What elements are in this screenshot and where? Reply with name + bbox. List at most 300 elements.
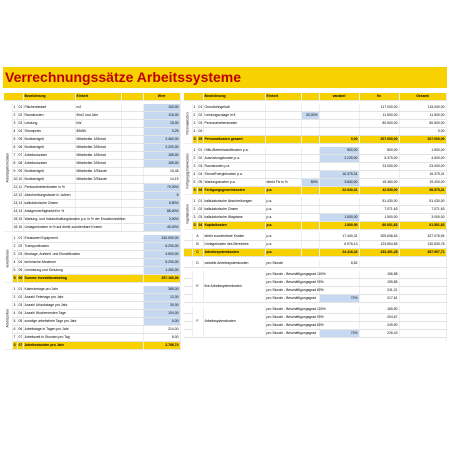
row-number: S: [192, 136, 197, 144]
value-cell[interactable]: 15,00: [143, 120, 180, 128]
table-row: [4, 208, 180, 216]
row-code: 07: [17, 152, 23, 160]
fix-cell: [359, 171, 399, 179]
table-row: [184, 155, 446, 163]
value-cell[interactable]: 155,00: [143, 160, 180, 168]
row-note: [301, 136, 319, 144]
rate-percent: [319, 279, 359, 287]
group-label: Kapitalkosten: [184, 198, 192, 230]
value-cell[interactable]: 365,00: [143, 286, 180, 294]
row-number: 1: [192, 147, 197, 155]
group-label: Personalkosten: [184, 104, 192, 144]
header-cell: [121, 93, 143, 101]
row-code: 14: [17, 208, 23, 216]
row-note: [121, 136, 143, 144]
table-row: [4, 243, 180, 251]
row-label: Personalkosten gesamt: [203, 136, 265, 144]
row-label: Umlagenkosten in % auf direkt zuordenbare Kosten: [23, 224, 75, 232]
row-label: Wartung- und Instandhaltungskosten p.a. in % der Ersatzinvestition: [23, 216, 75, 224]
fix-cell: 51.430,00: [359, 198, 399, 206]
row-code: 15: [17, 216, 23, 224]
row-number: 2: [192, 155, 197, 163]
row-number: 14: [12, 208, 17, 216]
fix-cell: 80.500,00: [359, 120, 399, 128]
total-cell: 61.501,63: [399, 222, 446, 230]
row-label: fixe Arbeitssystemkosten: [203, 271, 265, 303]
variable-cell: [319, 128, 359, 136]
fix-cell: 42.535,00: [359, 187, 399, 195]
variable-cell: 6.976,13: [319, 241, 359, 249]
value-cell[interactable]: 2.200,00: [143, 144, 180, 152]
value-cell[interactable]: 5.200,00: [143, 259, 180, 267]
table-row: [4, 104, 180, 112]
row-code: 06: [17, 326, 23, 334]
row-note: [301, 187, 319, 195]
row-number: S: [12, 342, 17, 350]
row-code: 01: [17, 104, 23, 112]
table-row: [4, 294, 180, 302]
row-note[interactable]: 80%: [301, 179, 319, 187]
fix-cell: 1.500,00: [359, 214, 399, 222]
fix-cell: 207.000,00: [359, 136, 399, 144]
row-label: Raumkosten: [23, 112, 75, 120]
row-unit: p.a.: [265, 249, 301, 257]
rate-label: pro Stunde - Beschäftigungsgrad 100%: [265, 306, 319, 314]
row-unit: [265, 171, 301, 179]
spacer-cell: [399, 295, 446, 303]
table-row: [4, 334, 180, 342]
row-code: 05: [17, 136, 23, 144]
spacer-cell: [184, 306, 192, 314]
variable-cell[interactable]: 2.225,00: [319, 155, 359, 163]
row-number: 7: [12, 334, 17, 342]
value-cell[interactable]: 155,00: [143, 152, 180, 160]
rate-row: [184, 271, 446, 279]
row-unit: [265, 163, 301, 171]
row-label: Kapitalkosten: [203, 222, 265, 230]
variable-cell[interactable]: 3.840,00: [319, 179, 359, 187]
row-number: 7: [12, 152, 17, 160]
row-label: Umrüstung und Schulung: [23, 267, 143, 275]
row-code: 02: [17, 112, 23, 120]
row-number: 1: [192, 198, 197, 206]
table-row: [4, 302, 180, 310]
spacer-cell: [184, 287, 192, 295]
row-label: Bruttoentgelt: [23, 136, 75, 144]
row-label: Personalnebenkosten: [203, 120, 265, 128]
value-cell[interactable]: 40,00%: [143, 224, 180, 232]
variable-cell[interactable]: 1.500,00: [319, 214, 359, 222]
row-label: Strompreis: [23, 128, 75, 136]
header-cell: Bezeichnung: [23, 93, 75, 101]
row-number: 1: [12, 286, 17, 294]
value-cell[interactable]: 2.460,00: [143, 136, 180, 144]
value-cell[interactable]: 70,00%: [143, 184, 180, 192]
row-unit: Mitarbeiter 2/Stunde: [75, 176, 121, 184]
value-cell[interactable]: 3,00%: [143, 216, 180, 224]
row-note: [301, 214, 319, 222]
group-label: Investitionen: [4, 235, 12, 283]
table-row: [4, 192, 180, 200]
table-row: [4, 144, 180, 152]
value-cell[interactable]: 85,00%: [143, 208, 180, 216]
fix-cell: 60.001,63: [359, 222, 399, 230]
spacer-cell: [399, 314, 446, 322]
row-label: [203, 128, 265, 136]
row-code: 03: [17, 302, 23, 310]
row-label: Strom/Energiekosten p.a.: [203, 171, 265, 179]
value-cell[interactable]: 30,00: [143, 302, 180, 310]
row-label: Montage, Aufstell- und Einstellkosten: [23, 251, 143, 259]
rate-label: pro Stunde - Beschäftigungsgrad: [265, 330, 319, 338]
total-cell: 0,00: [399, 128, 446, 136]
row-number: 6: [12, 144, 17, 152]
spacer-cell: [399, 287, 446, 295]
row-label: Arbeitsstunden: [23, 152, 75, 160]
row-code: 02: [197, 206, 203, 214]
row-note: [121, 128, 143, 136]
row-unit: Mitarbeiter 1/Monat: [75, 152, 121, 160]
rate-percent: [319, 287, 359, 295]
row-letter: D: [192, 260, 203, 268]
spacer-cell: [184, 241, 192, 249]
row-number: 15: [12, 216, 17, 224]
value-cell[interactable]: 115,00: [143, 112, 180, 120]
row-code: 06: [197, 187, 203, 195]
row-note[interactable]: 30,00%: [301, 112, 319, 120]
table-row: [4, 224, 180, 232]
row-number: 2: [12, 294, 17, 302]
value-cell: 214,00: [143, 326, 180, 334]
row-note: [121, 160, 143, 168]
row-code: 02: [17, 243, 23, 251]
row-unit: Mitarbeiter 2/Monat: [75, 144, 121, 152]
spacer-cell: [184, 233, 192, 241]
table-row: [4, 310, 180, 318]
row-code: 03: [197, 163, 203, 171]
fix-cell: 11.500,00: [359, 112, 399, 120]
row-label: Bruttoentgelt: [23, 176, 75, 184]
row-note: [121, 176, 143, 184]
row-number: 10: [12, 176, 17, 184]
rate-percent[interactable]: 72%: [319, 330, 359, 338]
value-cell[interactable]: 100,00: [143, 104, 180, 112]
row-label: Anzahl Urlaubstage pro Jahr: [23, 302, 143, 310]
row-label: Transportkosten: [23, 243, 143, 251]
rate-row: [184, 260, 446, 268]
row-number: 5: [12, 267, 17, 275]
row-note: [301, 222, 319, 230]
table-row: [4, 128, 180, 136]
row-label: Anlagenverfügbarkeit in %: [23, 208, 75, 216]
spacer-cell: [184, 295, 192, 303]
value-cell[interactable]: 0,25: [143, 128, 180, 136]
value-cell: 14,19: [143, 176, 180, 184]
row-note: [121, 104, 143, 112]
header-row: [184, 93, 446, 101]
row-number: 4: [12, 128, 17, 136]
row-unit: [75, 184, 121, 192]
row-note: [121, 152, 143, 160]
row-code: 10: [17, 176, 23, 184]
row-code: 03: [197, 120, 203, 128]
row-code: 02: [197, 112, 203, 120]
row-letter: B: [192, 241, 203, 249]
rate-value: 8,82: [319, 260, 359, 268]
table-row: [4, 286, 180, 294]
rate-value: 165,50: [359, 306, 399, 314]
row-number: 2: [12, 112, 17, 120]
value-cell[interactable]: 12,00: [143, 294, 180, 302]
value-cell[interactable]: 5: [143, 192, 180, 200]
variable-cell: [319, 206, 359, 214]
row-number: S: [192, 222, 197, 230]
row-label: technische Abnahme: [23, 259, 143, 267]
value-cell[interactable]: 104,00: [143, 310, 180, 318]
row-number: 5: [12, 136, 17, 144]
row-note: [121, 168, 143, 176]
row-code: 06: [17, 275, 23, 283]
table-row: [4, 168, 180, 176]
summary-row: [184, 249, 446, 257]
row-note: [301, 128, 319, 136]
row-note: [121, 208, 143, 216]
row-label: Arbeitstage in Tagen pro Jahr: [23, 326, 143, 334]
row-note: [301, 249, 319, 257]
row-note: [121, 200, 143, 208]
row-code: 05: [17, 318, 23, 326]
row-label: Personalnebenkosten in %: [23, 184, 75, 192]
row-code: 05: [197, 179, 203, 187]
fix-cell: 800,00: [359, 147, 399, 155]
table-row: [4, 251, 180, 259]
spacer-cell: [184, 271, 192, 279]
row-number: 4: [12, 259, 17, 267]
row-note: [301, 241, 319, 249]
row-label: Arbeitsstunden pro Jahr: [23, 342, 143, 350]
row-number: 4: [12, 310, 17, 318]
row-note: [301, 155, 319, 163]
summary-row: [184, 241, 446, 249]
row-number: 12: [12, 192, 17, 200]
rate-value: 241,21: [359, 287, 399, 295]
total-cell: 115.000,00: [399, 104, 446, 112]
row-code: 07: [17, 334, 23, 342]
row-number: 5: [192, 179, 197, 187]
row-unit: p.a.: [265, 187, 301, 195]
summary-row: [184, 233, 446, 241]
header-cell: Bezeichnung: [203, 93, 265, 101]
value-cell[interactable]: 1.260,00: [143, 267, 180, 275]
row-code: 01: [197, 198, 203, 206]
row-label: Ersatzwert Equipment: [23, 235, 143, 243]
page-title: Verrechnungssätze Arbeitssysteme: [5, 69, 242, 85]
left-sheet: [4, 93, 180, 350]
row-code: 08: [17, 160, 23, 168]
variable-cell[interactable]: 16.375,31: [319, 171, 359, 179]
spacer-cell: [184, 338, 446, 342]
table-row: [4, 216, 180, 224]
table-row: [184, 171, 446, 179]
left-table: [4, 93, 181, 350]
spacer-cell: [399, 306, 446, 314]
row-unit: Mitarbeiter 1/Monat: [75, 136, 121, 144]
row-letter: F: [192, 306, 203, 338]
group-label: Fertigungsgemeinkosten: [184, 147, 192, 195]
rate-percent: [319, 322, 359, 330]
table-row: [4, 152, 180, 160]
row-letter: C: [192, 249, 203, 257]
header-cell: variabel: [319, 93, 359, 101]
row-unit: [265, 104, 301, 112]
table-row: [4, 267, 180, 275]
fix-cell: 117.000,00: [359, 104, 399, 112]
row-letter: E: [192, 271, 203, 303]
total-cell: 130.830,78: [399, 241, 446, 249]
row-code: 02: [197, 155, 203, 163]
row-label: Arbeitssystemkosten: [203, 306, 265, 338]
table-row: [4, 176, 180, 184]
total-cell: 23.000,00: [399, 163, 446, 171]
spacer-cell: [184, 260, 192, 268]
header-cell: Gesamt: [399, 93, 446, 101]
variable-cell: [319, 120, 359, 128]
row-code: 09: [17, 168, 23, 176]
row-unit: p.a.: [265, 233, 301, 241]
rate-label: pro Stunde - Beschäftigungsgrad 80%: [265, 287, 319, 295]
row-unit: direkt Fix in %: [265, 179, 301, 187]
spacer-cell: [184, 249, 192, 257]
total-row: [4, 342, 180, 350]
row-unit: pro Stunde: [265, 260, 319, 268]
table-row: [4, 200, 180, 208]
value-cell[interactable]: 5,50%: [143, 200, 180, 208]
row-unit: p.a.: [265, 214, 301, 222]
header-cell: [301, 93, 319, 101]
value-cell[interactable]: 5,00: [143, 318, 180, 326]
right-table: [184, 93, 447, 341]
total-cell: 58.575,31: [399, 187, 446, 195]
row-label: Fertigungsgemeinkosten: [203, 187, 265, 195]
row-label: Wartungskosten p.a.: [203, 179, 265, 187]
row-code: 01: [17, 235, 23, 243]
row-number: 3: [12, 251, 17, 259]
rate-percent[interactable]: 72%: [319, 295, 359, 303]
row-code: 04: [17, 259, 23, 267]
row-label: Summe Investitionsbetrag: [23, 275, 143, 283]
total-cell: 51.430,00: [399, 198, 446, 206]
rate-label: pro Stunde - Beschäftigungsgrad: [265, 295, 319, 303]
variable-cell: 24.416,44: [319, 249, 359, 257]
table-row: [4, 235, 180, 243]
row-unit: [265, 136, 301, 144]
row-code: 13: [17, 200, 23, 208]
row-label: Leistung: [23, 120, 75, 128]
variable-cell: [319, 198, 359, 206]
table-row: [4, 160, 180, 168]
spacer-cell: [184, 330, 192, 338]
row-unit: [75, 200, 121, 208]
row-label: Raumkosten p.a.: [203, 163, 265, 171]
fix-cell: 7.071,63: [359, 206, 399, 214]
spacer-cell: [184, 279, 192, 287]
spacer-cell: [399, 271, 446, 279]
variable-cell[interactable]: 500,00: [319, 147, 359, 155]
variable-cell: 17.440,31: [319, 233, 359, 241]
fix-cell: 5.375,00: [359, 155, 399, 163]
fix-cell: [359, 128, 399, 136]
row-label: Bruttoentgelt: [23, 144, 75, 152]
row-label: sonstige arbeitsfreie Tage pro Jahr: [23, 318, 143, 326]
table-row: [184, 206, 446, 214]
value-cell[interactable]: 4.500,00: [143, 251, 180, 259]
row-label: Arbeitssystemkosten: [203, 249, 265, 257]
table-row: [184, 214, 446, 222]
row-number: 3: [192, 120, 197, 128]
row-label: kalkulatorische Zinsen: [203, 206, 265, 214]
variable-cell: [319, 163, 359, 171]
row-code: 04: [197, 222, 203, 230]
row-note: [301, 171, 319, 179]
table-row: [184, 104, 446, 112]
header-cell: [184, 93, 203, 101]
row-number: 1: [192, 104, 197, 112]
row-label: Hilfs-/Betriebsstoffkosten p.a.: [203, 147, 265, 155]
total-cell: 80.500,00: [399, 120, 446, 128]
header-row: [4, 93, 180, 101]
row-code: 02: [17, 294, 23, 302]
rate-value: 217,61: [359, 295, 399, 303]
row-number: 3: [12, 120, 17, 128]
row-label: Leistungszulage in €: [203, 112, 265, 120]
row-note: [121, 192, 143, 200]
row-unit: [75, 208, 121, 216]
variable-cell: 1.500,00: [319, 222, 359, 230]
table-row: [184, 120, 446, 128]
table-row: [4, 326, 180, 334]
row-code: 04: [197, 128, 203, 136]
row-note: [121, 184, 143, 192]
spacer-cell: [184, 322, 192, 330]
table-row: [184, 128, 446, 136]
row-label: kalkulatorische Zinsen: [23, 200, 75, 208]
rate-value: 204,67: [359, 314, 399, 322]
row-note: [121, 112, 143, 120]
rate-row: [184, 306, 446, 314]
fix-cell: 15.360,00: [359, 179, 399, 187]
row-unit: €/kWh: [75, 128, 121, 136]
total-cell: 3.000,00: [399, 214, 446, 222]
header-cell: Wert: [143, 93, 180, 101]
row-note: [121, 144, 143, 152]
value-cell[interactable]: 6.200,00: [143, 243, 180, 251]
row-unit: kW: [75, 120, 121, 128]
row-unit: p.a.: [265, 241, 301, 249]
group-label: Arbeitssystem-Daten: [4, 104, 12, 232]
right-sheet: [184, 93, 446, 341]
header-cell: fix: [359, 93, 399, 101]
row-unit: m2: [75, 104, 121, 112]
rate-value: 195,85: [359, 279, 399, 287]
variable-cell: 0,00: [319, 136, 359, 144]
row-label: Ausrüstungskosten p.a.: [203, 155, 265, 163]
row-label: Arbeitszeit in Stunden pro Tag: [23, 334, 143, 342]
total-row: [184, 136, 446, 144]
row-number: 6: [12, 326, 17, 334]
row-code: 07: [17, 342, 23, 350]
row-code: 12: [17, 192, 23, 200]
value-cell[interactable]: 240.000,00: [143, 235, 180, 243]
